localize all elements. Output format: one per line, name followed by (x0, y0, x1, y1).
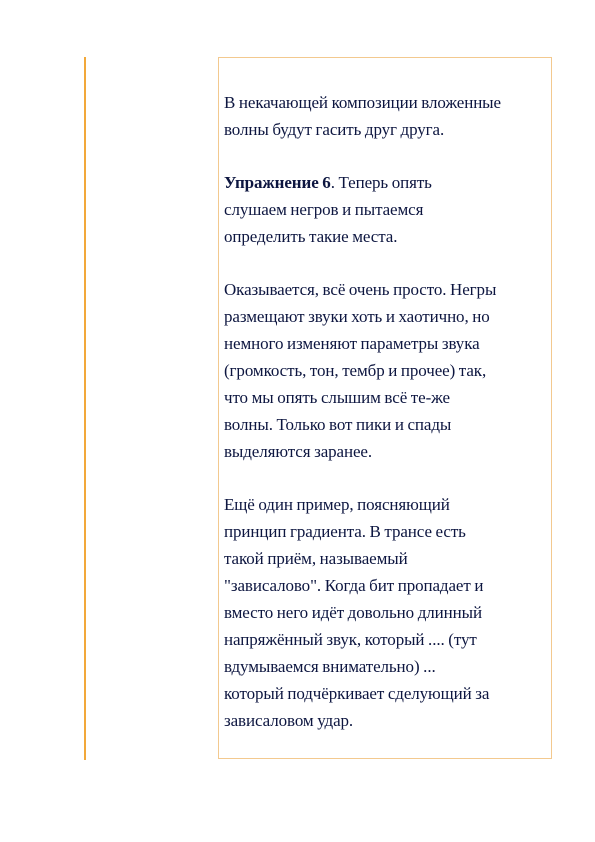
text-line: (громкость, тон, тембр и прочее) так, (224, 361, 487, 380)
exercise-label: Упражнение 6 (224, 173, 331, 192)
text-line: выделяются заранее. (224, 442, 373, 461)
text-line: который подчёркивает сделующий за (224, 684, 490, 703)
text-line: Ещё один пример, поясняющий (224, 495, 450, 514)
text-line: немного изменяют параметры звука (224, 334, 480, 353)
text-line: волны будут гасить друг друга. (224, 120, 445, 139)
text-line: вдумываемся внимательно) ... (224, 657, 436, 676)
text-line: определить такие места. (224, 227, 398, 246)
text-line: зависаловом удар. (224, 711, 354, 730)
text-line: размещают звуки хоть и хаотично, но (224, 307, 490, 326)
text-line: принцип градиента. В трансе есть (224, 522, 466, 541)
paragraph-3 (224, 276, 547, 465)
text-line: что мы опять слышим всё те-же (224, 388, 451, 407)
text-line (224, 169, 547, 196)
text-line: вместо него идёт довольно длинный (224, 603, 482, 622)
paragraph-4 (224, 491, 547, 734)
paragraph-1 (224, 89, 547, 143)
text-line: В некачающей композиции вложенные (224, 93, 501, 112)
text-frame (218, 57, 552, 759)
text-line: слушаем негров и пытаемся (224, 200, 424, 219)
text-line: волны. Только вот пики и спады (224, 415, 452, 434)
text-line: Оказывается, всё очень просто. Негры (224, 280, 497, 299)
margin-rule (84, 57, 86, 760)
text-fragment: . Теперь опять (330, 173, 432, 192)
text-line: напряжённый звук, который .... (тут (224, 630, 477, 649)
text-line: "зависалово". Когда бит пропадает и (224, 576, 484, 595)
text-line: такой приём, называемый (224, 549, 408, 568)
paragraph-2 (224, 169, 547, 250)
